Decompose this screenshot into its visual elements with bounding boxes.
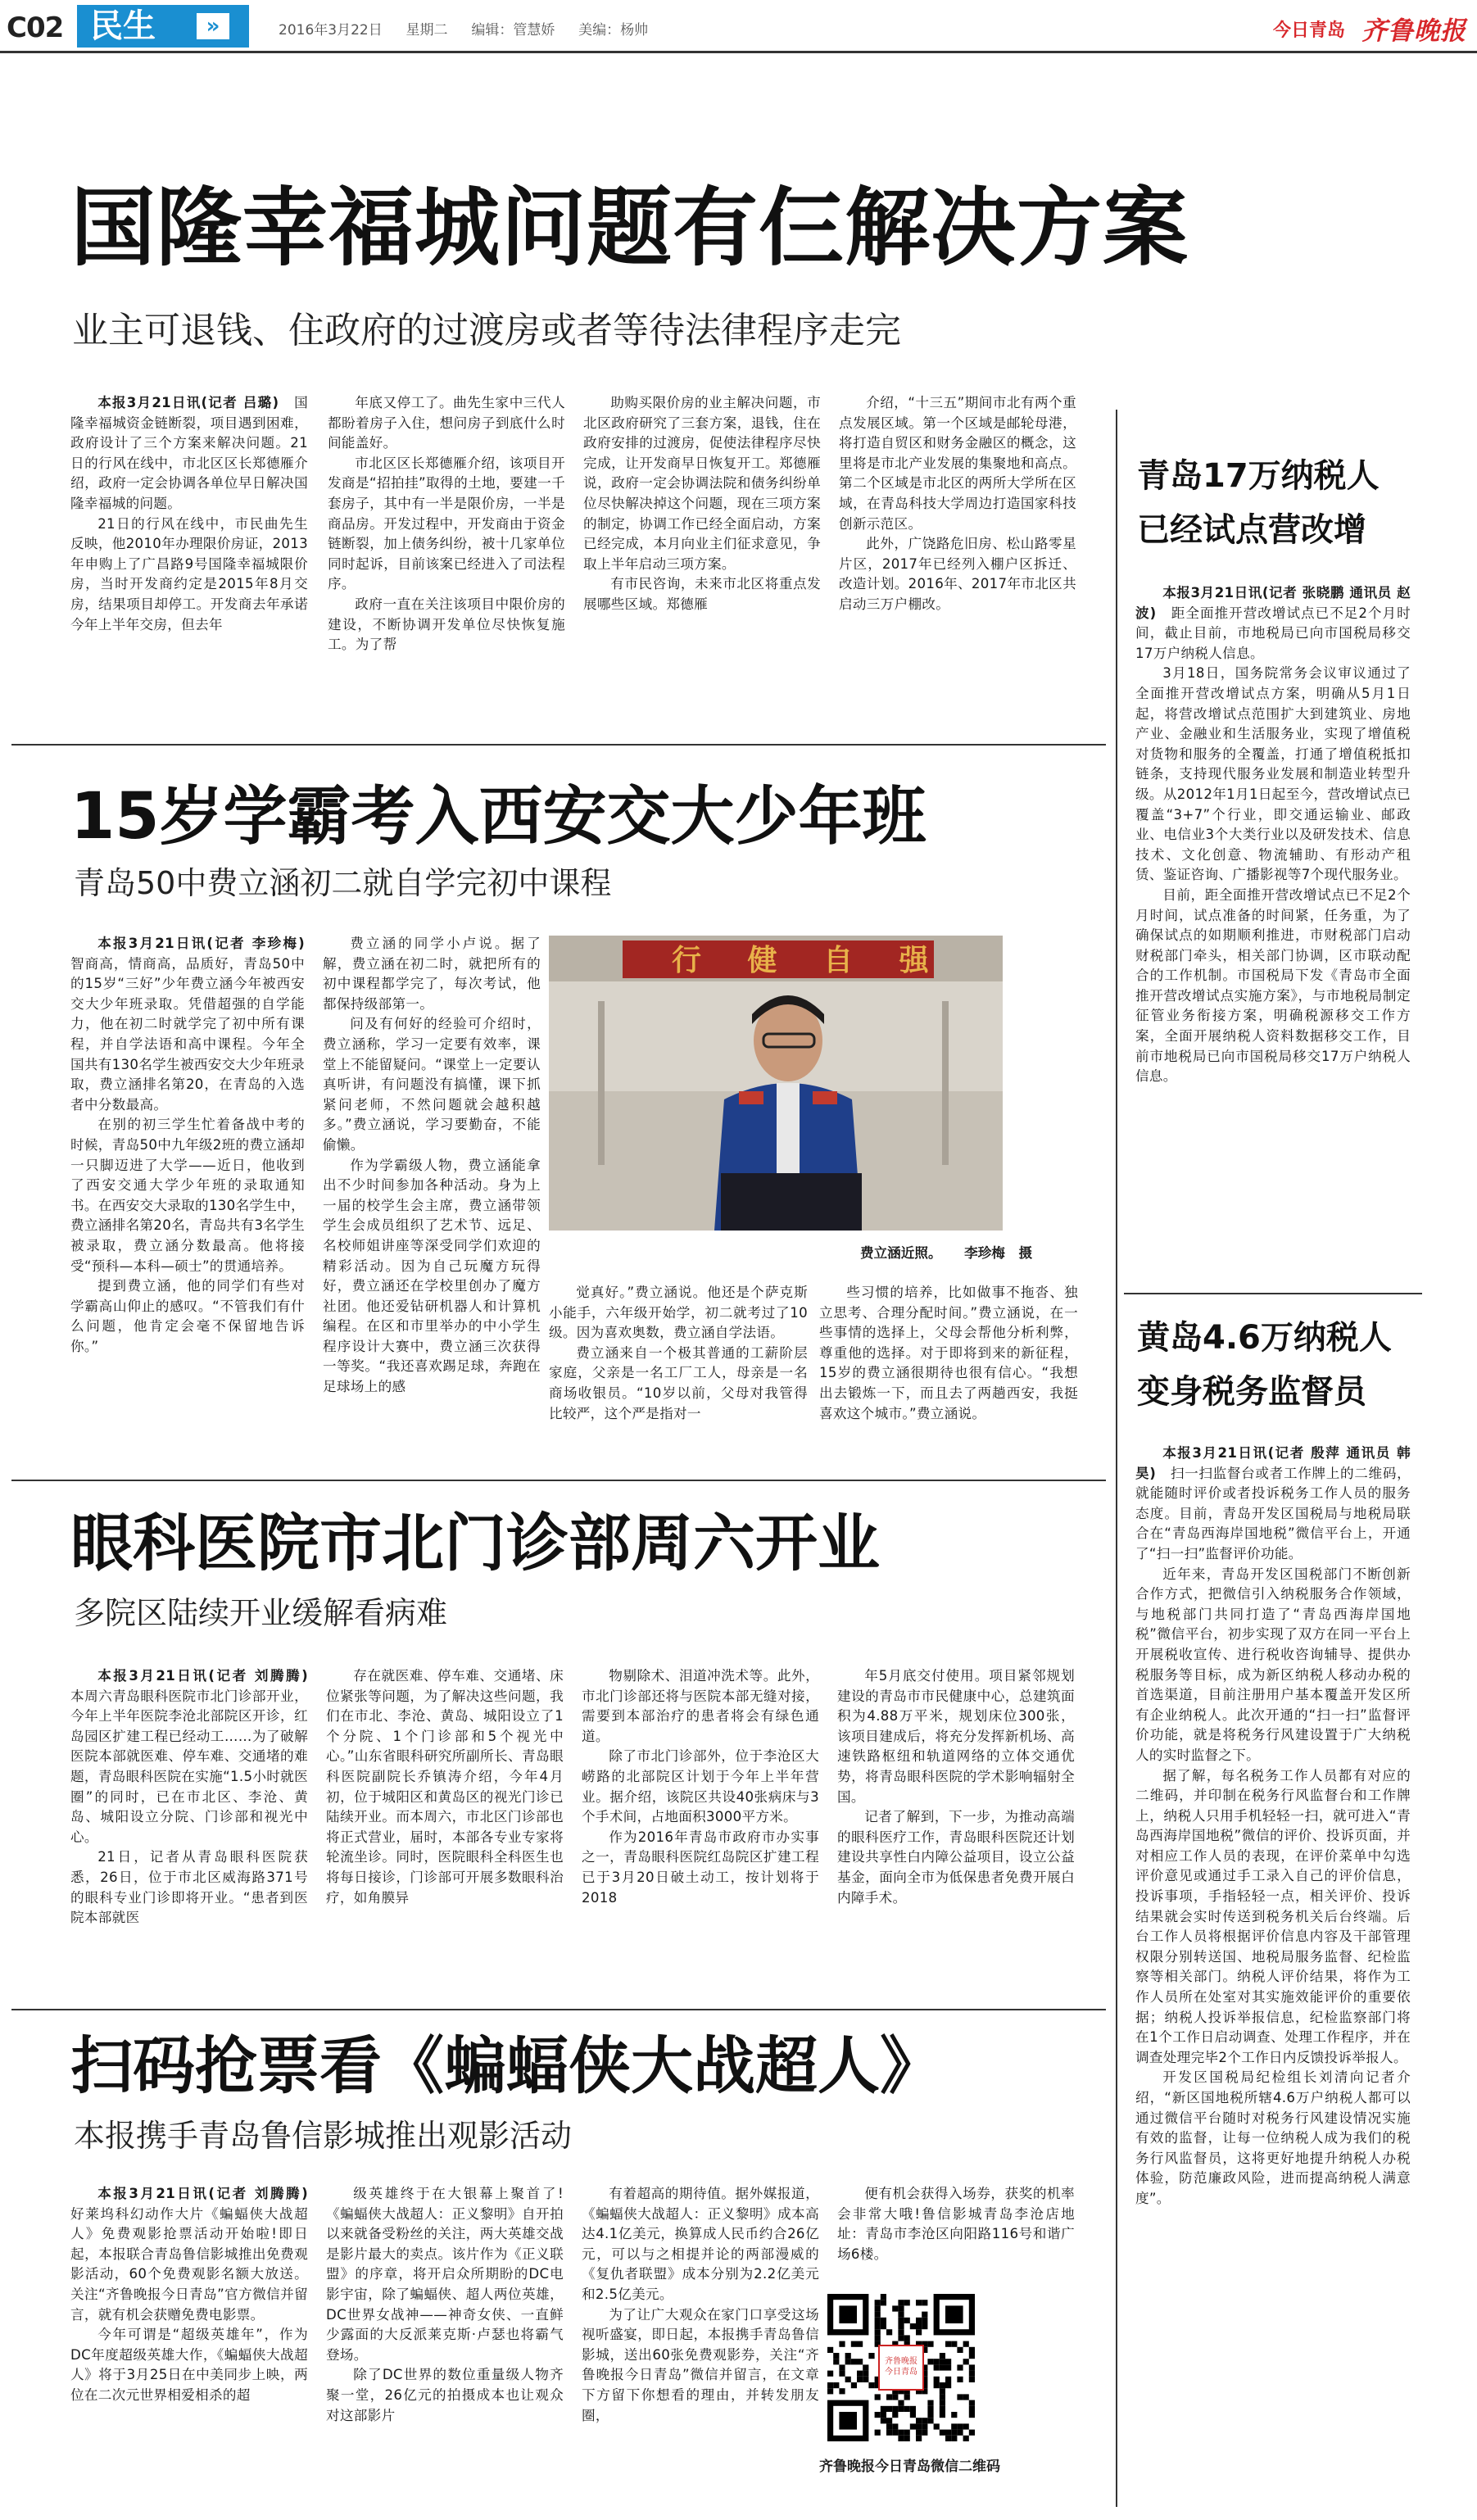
- paragraph-text: 年5月底交付使用。项目紧邻规划建设的青岛市市民健康中心，总建筑面积为4.88万平米，规划床位300张，该项目建成后，将充分发挥新机场、高速铁路枢纽和轨道网络的立体交通优势，将青岛眼科医院的学术影响辐射全国。: [837, 1668, 1075, 1805]
- paragraph: [323, 1014, 541, 1155]
- text-column: [70, 934, 305, 1466]
- brand-prefix: 今日青岛: [1273, 20, 1346, 41]
- paragraph: [70, 1847, 308, 1928]
- paragraph-text: 市北区区长郑德雁介绍，该项目开发商是“招拍挂”取得的土地，要建一千套房子，其中有一半是限价房，一半是商品房。开发过程中，开发商由于资金链断裂，加上债务纠纷，被十几家单位同时起诉，目前该案已经进入了司法程序。: [328, 455, 565, 592]
- paragraph: [1135, 1565, 1411, 1766]
- section-label: 民生: [90, 7, 156, 45]
- paragraph: [323, 934, 541, 1014]
- paragraph: [582, 2184, 819, 2305]
- text-column: [839, 393, 1076, 737]
- paragraph-text: 3月18日，国务院常务会议审议通过了全面推开营改增试点方案，明确从5月1日起，将营改增试点范围扩大到建筑业、房地产业、金融业和生活服务业，实现了增值税对货物和服务的全覆盖，打通了增值税抵扣链条，支持现代服务业发展和制造业转型升级。从2012年1月1日起至今，营改增试点已覆盖“3+7”个行业，即交通运输业、邮政业、电信业3个大类行业以及研发技术、信息技术、文化创意、物流辅助、有形动产租赁、鉴证咨询、广播影视等7个现代服务业。: [1135, 665, 1411, 883]
- paragraph-text: 目前，距全面推开营改增试点已不足2个月时间，试点准备的时间紧，任务重，为了确保试点的如期顺利推进，市财税部门启动财税部门牵头，相关部门协调，区市联动配合的工作机制。市国税局下发《青岛市全面推开营改增试点实施方案》，与市地税局制定征管业务衔接方案，明确税源移交工作方案，全面开展纳税人资料数据移交工作，目前市地税局已向市国税局移交17万户纳税人信息。: [1135, 886, 1411, 1085]
- paragraph: [70, 1276, 305, 1357]
- qr-center-logo: 齐鲁晚报 今日青岛: [878, 2345, 924, 2391]
- paragraph: [839, 534, 1076, 614]
- paragraph-text: 为了让广大观众在家门口享受这场视听盛宴，即日起，本报携手青岛鲁信影城，送出60张免费观影券，关注“齐鲁晚报今日青岛”微信并留言，在文章下方留下你想看的理由，并转发朋友圈，: [582, 2306, 819, 2423]
- paragraph-text: 此外，广饶路危旧房、松山路零星片区，2017年已经列入棚户区拆迁、改造计划。2016年、2017年市北区共启动三万户棚改。: [839, 536, 1076, 612]
- paragraph-text: 年底又停工了。曲先生家中三代人都盼着房子入住，想问房子到底什么时间能盖好。: [328, 395, 565, 451]
- text-column: [582, 2184, 819, 2512]
- article1-subtitle: 业主可退钱、住政府的过渡房或者等待法律程序走完: [72, 310, 901, 351]
- paragraph: [582, 1828, 819, 1908]
- paragraph-text: 助购买限价房的业主解决问题，市北区政府研究了三套方案，退钱，住在政府安排的过渡房，促使法律程序尽快完成，让开发商早日恢复开工。郑德雁说，政府一定会协调法院和债务纠纷单位尽快解决掉这个问题，现在三项方案的制定，协调工作已经全面启动，方案已经完成，本月向业主们征求意见，争取上半年启动三项方案。: [583, 395, 821, 572]
- paragraph-text: 政府一直在关注该项目中限价房的建设，不断协调开发单位尽快恢复施工。为了帮: [328, 596, 565, 653]
- qr-caption: 齐鲁晚报今日青岛微信二维码: [819, 2459, 1000, 2475]
- paragraph: [549, 1283, 808, 1344]
- paragraph: [70, 2184, 308, 2325]
- text-column: [326, 1666, 564, 1999]
- svg-text:行 健 自 强: 行 健 自 强: [672, 944, 947, 977]
- article3-divider: [11, 2009, 1106, 2010]
- text-column: [582, 1666, 819, 1999]
- paragraph: [583, 574, 821, 614]
- text-column: [583, 393, 821, 737]
- paragraph-text: 据了解，每名税务工作人员都有对应的二维码，并印制在税务行风监督台和工作牌上，纳税人只用手机轻轻一扫，就可进入“青岛西海岸国地税”微信的评价、投诉页面，并对相应工作人员的表现，在评价菜单中勾选评价意见或通过手工录入自己的评价信息，投诉事项，手指轻轻一点，相关评价、投诉结果就会实时传送到税务机关后台终端。后台工作人员将根据评价信息内容及干部管理权限分别转送国、地税局服务监督、纪检监察等相关部门。纳税人评价结果，将作为工作人员所在处室对其实施效能评价的重要依据；纳税人投诉举报信息，纪检监察部门将在1个工作日启动调查、处理工作程序，并在调查处理完毕2个工作日内反馈投诉举报人。: [1135, 1767, 1411, 2065]
- paragraph: [328, 393, 565, 454]
- article2-divider: [11, 1480, 1106, 1481]
- paragraph-text: 级英雄终于在大银幕上聚首了!《蝙蝠侠大战超人：正义黎明》自开拍以来就备受粉丝的关注，两大英雄交战是影片最大的卖点。该片作为《正义联盟》的序章，将开启众所期盼的DC电影宇宙，除了蝙蝠侠、超人两位英雄，DC世界女战神——神奇女侠、一直鲜少露面的大反派莱克斯·卢瑟也将霸气登场。: [326, 2186, 564, 2363]
- paragraph: [70, 2325, 308, 2405]
- paragraph-text: 本周六青岛眼科医院市北门诊部开业，今年上半年医院李沧北部院区开诊，红岛园区扩建工程已经动工……为了破解医院本部就医难、停车难、交通堵的难题，青岛眼科医院在实施“1.5小时就医圈”的同时，已在市北区、李沧、黄岛、城阳设立分院、门诊部和视光中心。: [70, 1688, 308, 1845]
- editor-credit: 编辑：管慧娇: [471, 22, 555, 39]
- paragraph-text: 费立涵来自一个极其普通的工薪阶层家庭，父亲是一名工厂工人，母亲是一名商场收银员。“10岁以前，父母对我管得比较严，这个严是指对一: [549, 1344, 808, 1421]
- photo-credit: 李珍梅 摄: [964, 1245, 1033, 1261]
- text-column: [70, 393, 308, 737]
- art-editor-credit: 美编：杨帅: [578, 22, 649, 39]
- section-tab: [77, 5, 249, 48]
- sidebar-vertical-rule: [1116, 410, 1117, 2507]
- paragraph: [1135, 1766, 1411, 2069]
- paragraph: [582, 1666, 819, 1747]
- paragraph: [328, 454, 565, 595]
- paragraph: [549, 1344, 808, 1424]
- paragraph: [582, 2305, 819, 2427]
- paragraph-text: 除了市北门诊部外，位于李沧区大崂路的北部院区计划于今年上半年营业。据介绍，该院区共设40张病床与3个手术间，占地面积3000平方米。: [582, 1748, 819, 1825]
- paragraph-text: 扫一扫监督台或者工作牌上的二维码，就能随时评价或者投诉税务工作人员的服务态度。目前，青岛开发区国税局与地税局联合在“青岛西海岸国地税”微信平台上，开通了“扫一扫”监督评价功能。: [1135, 1465, 1411, 1561]
- dateline: 本报3月21日讯(记者 殷萍 通讯员 韩昊): [1135, 1445, 1411, 1481]
- text-column: [549, 1283, 808, 1466]
- paragraph-text: 介绍，“十三五”期间市北有两个重点发展区域。第一个区域是邮轮母港，将打造自贸区和财务金融区的概念，这里将是市北产业发展的集聚地和高点。第二个区域是市北区的两所大学所在区域，在青岛科技大学周边打造国家科技创新示范区。: [839, 395, 1076, 532]
- paragraph-text: 今年可谓是“超级英雄年”，作为DC年度超级英雄大作，《蝙蝠侠大战超人》将于3月25日在中美同步上映，两位在二次元世界相爱相杀的超: [70, 2327, 308, 2403]
- paragraph-text: 费立涵的同学小卢说。据了解，费立涵在初二时，就把所有的初中课程都学完了，每次考试，他都保持级部第一。: [323, 936, 541, 1012]
- paragraph-text: 在别的初三学生忙着备战中考的时候，青岛50中九年级2班的费立涵却一只脚迈进了大学——近日，他收到了西安交通大学少年班的录取通知书。在西安交大录取的130名学生中，费立涵排名第20名，青岛共有3名学生被录取，费立涵分数最高。他将接受“预科—本科—硕士”的贯通培养。: [70, 1117, 305, 1274]
- paragraph: [70, 514, 308, 636]
- paragraph-text: 作为2016年青岛市政府市办实事之一，青岛眼科医院红岛院区扩建工程已于3月20日破土动工，按计划将于2018: [582, 1829, 819, 1906]
- paragraph-text: 些习惯的培养，比如做事不拖沓、独立思考、合理分配时间。”费立涵说，在一些事情的选择上，父母会帮他分析利弊，尊重他的选择。对于即将到来的新征程，15岁的费立涵很期待也很有信心。“我想出去锻炼一下，而且去了两趟西安，我挺喜欢这个城市。”费立涵说。: [819, 1285, 1078, 1421]
- paragraph: [70, 393, 308, 514]
- paragraph: [326, 2184, 564, 2365]
- paragraph: [323, 1156, 541, 1398]
- dateline: 本报3月21日讯(记者 刘腾腾): [97, 1668, 308, 1684]
- paragraph-text: 距全面推开营改增试点已不足2个月时间，截止目前，市地税局已向市国税局移交17万户纳税人信息。: [1135, 605, 1411, 661]
- article3-title: 眼科医院市北门诊部周六开业: [70, 1507, 880, 1580]
- paragraph: [70, 1115, 305, 1276]
- dateline: 本报3月21日讯(记者 李珍梅): [97, 936, 305, 951]
- paragraph: [1135, 583, 1411, 664]
- paragraph: [326, 1666, 564, 1908]
- sidebar-divider: [1124, 1293, 1422, 1294]
- text-column: [70, 2184, 308, 2512]
- text-column: [328, 393, 565, 737]
- paragraph-text: 问及有何好的经验可介绍时，费立涵称，学习一定要有效率，课堂上不能留疑问。“课堂上一定要认真听讲，有问题没有搞懂，课下抓紧问老师，不然问题就会越积越多。”费立涵说，学习要勤奋，不能偷懒。: [323, 1016, 541, 1153]
- paragraph-text: 21日的行风在线中，市民曲先生反映，他2010年办理限价房证，2013年申购上了广昌路9号国隆幸福城限价房，当时开发商约定是2015年8月交房，结果项目却停工。开发商去年承诺今年上半年交房，但去年: [70, 515, 308, 632]
- paragraph: [70, 1666, 308, 1847]
- sidebar2-body: [1135, 1444, 1411, 2500]
- paragraph: [1135, 664, 1411, 886]
- paragraph-text: 觉真好。”费立涵说。他还是个萨克斯小能手，六年级开始学，初二就考过了10级。因为喜欢奥数，费立涵自学法语。: [549, 1285, 808, 1341]
- article4-title: 扫码抢票看《蝙蝠侠大战超人》: [70, 2029, 942, 2102]
- paragraph: [819, 1283, 1078, 1424]
- paragraph-text: 国隆幸福城资金链断裂，项目遇到困难，政府设计了三个方案来解决问题。21日的行风在线中，市北区区长郑德雁介绍，政府一定会协调各单位早日解决国隆幸福城的问题。: [70, 395, 308, 511]
- dateline: 本报3月21日讯(记者 刘腾腾): [97, 2186, 308, 2201]
- page-header: [0, 0, 1477, 52]
- paragraph-text: 记者了解到，下一步，为推动高端的眼科医疗工作，青岛眼科医院还计划建设共享性白内障公益项目，设立公益基金，面向全市为低保患者免费开展白内障手术。: [837, 1809, 1075, 1906]
- text-column: [837, 1666, 1075, 1999]
- paragraph-text: 物剔除术、泪道冲洗术等。此外，市北门诊部还将与医院本部无缝对接，需要到本部治疗的患者将会有绿色通道。: [582, 1668, 819, 1744]
- paragraph-text: 近年来，青岛开发区国税部门不断创新合作方式，把微信引入纳税服务合作领域，与地税部门共同打造了“青岛西海岸国地税”微信平台，初步实现了双方在同一平台上开展税收宣传、进行税收咨询辅导、提供办税服务等目标，成为新区纳税人移动办税的首选渠道，目前注册用户基本覆盖开发区所有企业纳税人。此次开通的“扫一扫”监督评价功能，就是将税务行风建设置于广大纳税人的实时监督之下。: [1135, 1566, 1411, 1763]
- student-photo-illustration: [549, 936, 1003, 1231]
- dateline: 本报3月21日讯(记者 吕璐): [97, 395, 279, 410]
- paragraph: [70, 934, 305, 1115]
- text-column: [323, 934, 541, 1466]
- paragraph: [326, 2365, 564, 2426]
- header-rule: [0, 51, 1477, 53]
- sidebar2-title-line2: 变身税务监督员: [1137, 1373, 1366, 1411]
- paragraph-text: 好莱坞科幻动作大片《蝙蝠侠大战超人》免费观影抢票活动开始啦!即日起，本报联合青岛鲁信影城推出免费观影活动，60个免费观影名额大放送。关注“齐鲁晚报今日青岛”官方微信并留言，就有机会获赠免费电影票。: [70, 2205, 308, 2323]
- paragraph: [582, 1747, 819, 1827]
- wechat-qr-code[interactable]: [827, 2294, 975, 2441]
- student-photo: [549, 936, 1003, 1231]
- paragraph-text: 21日，记者从青岛眼科医院获悉，26日，位于市北区威海路371号的眼科专业门诊即将开业。“患者到医院本部就医: [70, 1849, 308, 1926]
- photo-caption: [860, 1242, 1032, 1262]
- paragraph-text: 便有机会获得入场券，获奖的机率会非常大哦!鲁信影城青岛李沧店地址：青岛市李沧区向阳路116号和谐广场6楼。: [837, 2186, 1075, 2262]
- sidebar2-title-line1: 黄岛4.6万纳税人: [1137, 1319, 1392, 1357]
- paragraph-text: 智商高，情商高，品质好，青岛50中的15岁“三好”少年费立涵今年被西安交大少年班录取。凭借超强的自学能力，他在初二时就学完了初中所有课程，并自学法语和高中课程。今年全国共有130名学生被西安交大少年班录取，费立涵排名第20，在青岛的入选者中分数最高。: [70, 955, 305, 1113]
- article4-subtitle: 本报携手青岛鲁信影城推出观影活动: [74, 2118, 573, 2154]
- paragraph: [1135, 2068, 1411, 2209]
- article1-title: 国隆幸福城问题有仨解决方案: [70, 178, 1189, 278]
- text-column: [819, 1283, 1078, 1466]
- paragraph-text: 有着超高的期待值。据外媒报道，《蝙蝠侠大战超人：正义黎明》成本高达4.1亿美元，换算成人民币约合26亿元，可以与之相提并论的两部漫威的《复仇者联盟》成本分别为2.2亿美元和2.5亿美元。: [582, 2186, 819, 2302]
- paragraph: [1135, 886, 1411, 1087]
- issue-weekday: 星期二: [405, 22, 448, 39]
- paragraph-text: 开发区国税局纪检组长刘清向记者介绍，“新区国地税所辖4.6万户纳税人都可以通过微信平台随时对税务行风建设情况实施有效的监督，让每一位纳税人成为我们的税务行风监督员，这将更好地提升纳税人办税体验，防范廉政风险，进而提高纳税人满意度”。: [1135, 2069, 1411, 2206]
- text-column: [326, 2184, 564, 2512]
- paragraph: [328, 595, 565, 655]
- paragraph-text: 提到费立涵，他的同学们有些对学霸高山仰止的感叹。“不管我们有什么问题，他肯定会毫不保留地告诉你。”: [70, 1278, 305, 1354]
- issue-info: [279, 18, 648, 39]
- text-column: [70, 1666, 308, 1999]
- paragraph: [837, 1807, 1075, 1908]
- brand-logo: 齐鲁晚报: [1361, 16, 1466, 46]
- dateline: 本报3月21日讯(记者 张晓鹏 通讯员 赵波): [1135, 585, 1411, 621]
- sidebar1-title-line2: 已经试点营改增: [1137, 511, 1366, 549]
- paragraph: [839, 393, 1076, 534]
- double-chevron-icon: »: [197, 13, 229, 39]
- sidebar1-body: [1135, 583, 1411, 1271]
- article1-divider: [11, 744, 1106, 746]
- paragraph: [583, 393, 821, 574]
- paragraph-text: 作为学霸级人物，费立涵能拿出不少时间参加各种活动。身为上一届的校学生会主席，费立涵带领学生会成员组织了艺术节、远足、名校师姐讲座等深受同学们欢迎的精彩活动。因为自己玩魔方玩得好，费立涵还在学校里创办了魔方社团。他还爱钻研机器人和计算机编程。在区和市里举办的中小学生程序设计大赛中，费立涵三次获得一等奖。“我还喜欢踢足球，奔跑在足球场上的感: [323, 1157, 541, 1395]
- page-number: C02: [7, 11, 64, 44]
- paragraph: [837, 1666, 1075, 1807]
- sidebar1-title-line1: 青岛17万纳税人: [1137, 457, 1380, 495]
- paragraph-text: 除了DC世界的数位重量级人物齐聚一堂，26亿元的拍摄成本也让观众对这部影片: [326, 2367, 564, 2423]
- article2-subtitle: 青岛50中费立涵初二就自学完初中课程: [74, 865, 612, 901]
- issue-date: 2016年3月22日: [279, 22, 383, 39]
- paragraph-text: 存在就医难、停车难、交通堵、床位紧张等问题，为了解决这些问题，我们在市北、李沧、黄岛、城阳设立了1个分院、1个门诊部和5个视光中心。”山东省眼科研究所副所长、青岛眼科医院副院长乔镇涛介绍，今年4月初，位于城阳区和黄岛区的视光门诊已陆续开业。而本周六，市北区门诊部也将正式营业，届时，本部各专业专家将轮流坐诊。同时，医院眼科全科医生也将每日接诊，门诊部可开展多数眼科治疗，如角膜异: [326, 1668, 564, 1906]
- text-column: [837, 2184, 1075, 2291]
- article2-title: 15岁学霸考入西安交大少年班: [70, 780, 927, 854]
- paragraph: [1135, 1444, 1411, 1565]
- photo-caption-text: 费立涵近照。: [860, 1245, 942, 1261]
- article3-subtitle: 多院区陆续开业缓解看病难: [74, 1595, 448, 1631]
- paragraph: [837, 2184, 1075, 2264]
- paragraph-text: 有市民咨询，未来市北区将重点发展哪些区域。郑德雁: [583, 576, 821, 612]
